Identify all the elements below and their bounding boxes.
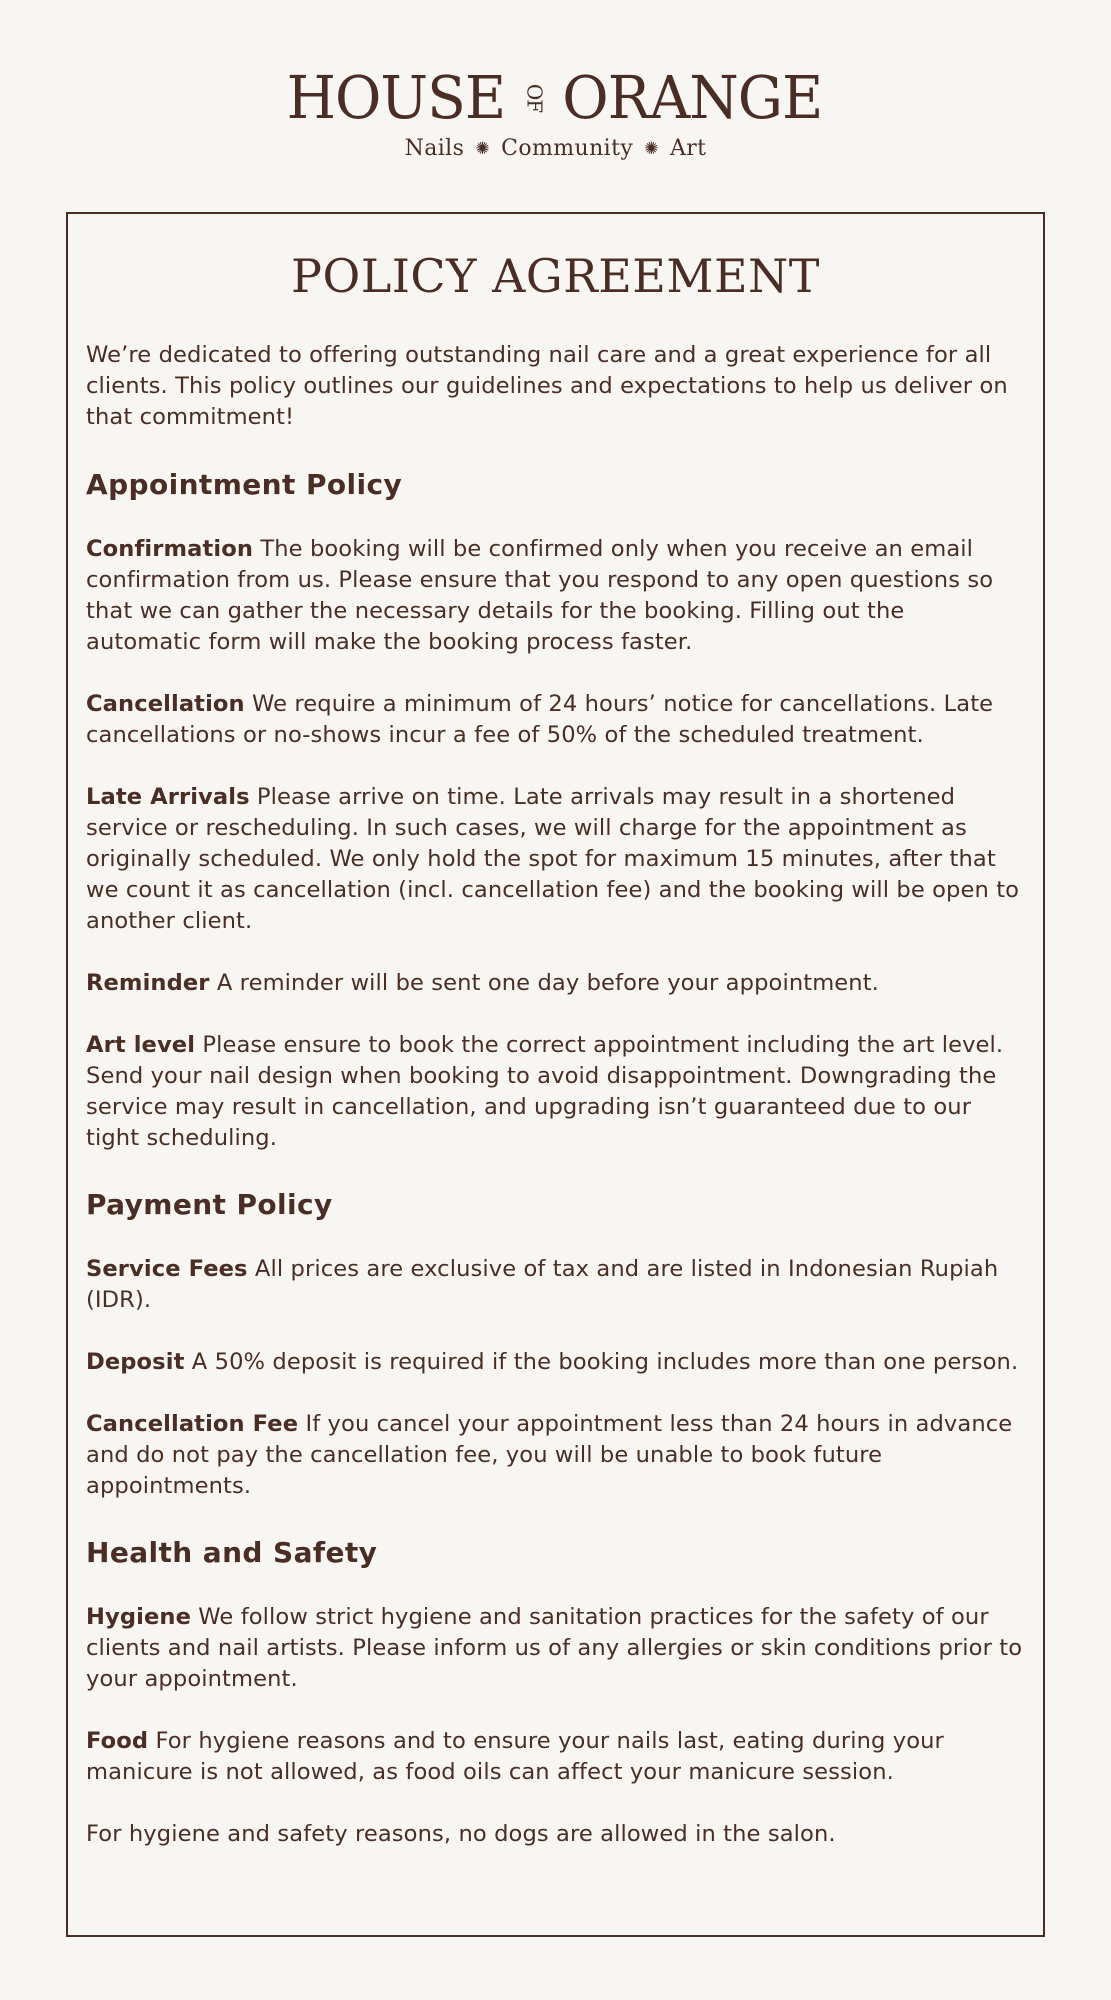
- hygiene-policy: [86, 1602, 1024, 1695]
- food-label: Food: [86, 1728, 149, 1754]
- cancellation-label: Cancellation: [86, 691, 245, 717]
- policy-content: [86, 340, 1024, 1850]
- hygiene-text: We follow strict hygiene and sanitation practices for the safety of our clients and nail artists. Please inform us of any allergies or skin conditions prior to your appointment.: [86, 1604, 1023, 1692]
- house-of-orange-logo: [280, 63, 831, 132]
- reminder-policy: [86, 968, 1024, 999]
- late-arrivals-label: Late Arrivals: [86, 784, 250, 810]
- health-safety-heading: Health and Safety: [86, 1536, 378, 1569]
- policy-title: POLICY AGREEMENT: [291, 249, 820, 303]
- art-level-label: Art level: [86, 1032, 196, 1058]
- logo-house-text: HOUSE: [286, 63, 506, 132]
- deposit-label: Deposit: [86, 1349, 185, 1375]
- service-fees-text: All prices are exclusive of tax and are listed in Indonesian Rupiah (IDR).: [86, 1256, 999, 1313]
- payment-policy-heading: Payment Policy: [86, 1188, 333, 1221]
- logo-of-text: OF: [522, 83, 548, 113]
- art-level-policy: [86, 1030, 1024, 1154]
- sun-burst-icon: ✺: [475, 139, 491, 159]
- hygiene-label: Hygiene: [86, 1604, 191, 1630]
- service-fees-policy: [86, 1254, 1024, 1316]
- tagline-art: Art: [669, 136, 707, 161]
- logo-orange-text: ORANGE: [562, 63, 823, 132]
- art-level-text: Please ensure to book the correct appointment including the art level. Send your nail design when booking to avoid disappointment. Downgrading the service may result in cancellation, and upgrading isn’t guaranteed due to our tight scheduling.: [86, 1032, 1004, 1151]
- policy-intro: We’re dedicated to offering outstanding nail care and a great experience for all clients. This policy outlines our guidelines and expectations to help us deliver on that commitment!: [86, 342, 1008, 430]
- service-fees-label: Service Fees: [86, 1256, 248, 1282]
- cancellation-policy: [86, 689, 1024, 751]
- appointment-policy-heading: Appointment Policy: [86, 468, 403, 501]
- confirmation-policy: [86, 534, 1024, 658]
- brand-header: [0, 63, 1111, 161]
- food-policy: [86, 1726, 1024, 1788]
- tagline-community: Community: [501, 136, 634, 161]
- sun-burst-icon: ✺: [644, 139, 659, 159]
- cancellation-fee-label: Cancellation Fee: [86, 1411, 299, 1437]
- policy-agreement-panel: [66, 212, 1045, 1937]
- no-dogs-policy: For hygiene and safety reasons, no dogs are allowed in the salon.: [86, 1821, 836, 1847]
- tagline-nails: Nails: [404, 136, 465, 161]
- food-text: For hygiene reasons and to ensure your nails last, eating during your manicure is not allowed, as food oils can affect your manicure session.: [86, 1728, 944, 1785]
- reminder-text: A reminder will be sent one day before your appointment.: [216, 970, 879, 996]
- confirmation-label: Confirmation: [86, 536, 254, 562]
- cancellation-text: We require a minimum of 24 hours’ notice for cancellations. Late cancellations or no-shows incur a fee of 50% of the scheduled treatment.: [86, 691, 994, 748]
- deposit-policy: [86, 1347, 1024, 1378]
- late-arrivals-text: Please arrive on time. Late arrivals may result in a shortened service or rescheduling. In such cases, we will charge for the appointment as originally scheduled. We only hold the spot for maximum 15 minutes, after that we count it as cancellation (incl. cancellation fee) and the booking will be open to another client.: [86, 784, 1020, 934]
- brand-tagline: [0, 136, 1111, 161]
- late-arrivals-policy: [86, 782, 1024, 937]
- confirmation-text: The booking will be confirmed only when you receive an email confirmation from us. Please ensure that you respond to any open questions so that we can gather the necessary details for the booking. Filling out the automatic form will make the booking process faster.: [86, 536, 994, 655]
- deposit-text: A 50% deposit is required if the booking includes more than one person.: [191, 1349, 1019, 1375]
- reminder-label: Reminder: [86, 970, 210, 996]
- cancellation-fee-text: If you cancel your appointment less than 24 hours in advance and do not pay the cancellation fee, you will be unable to book future appointments.: [86, 1411, 1013, 1499]
- cancellation-fee-policy: [86, 1409, 1024, 1502]
